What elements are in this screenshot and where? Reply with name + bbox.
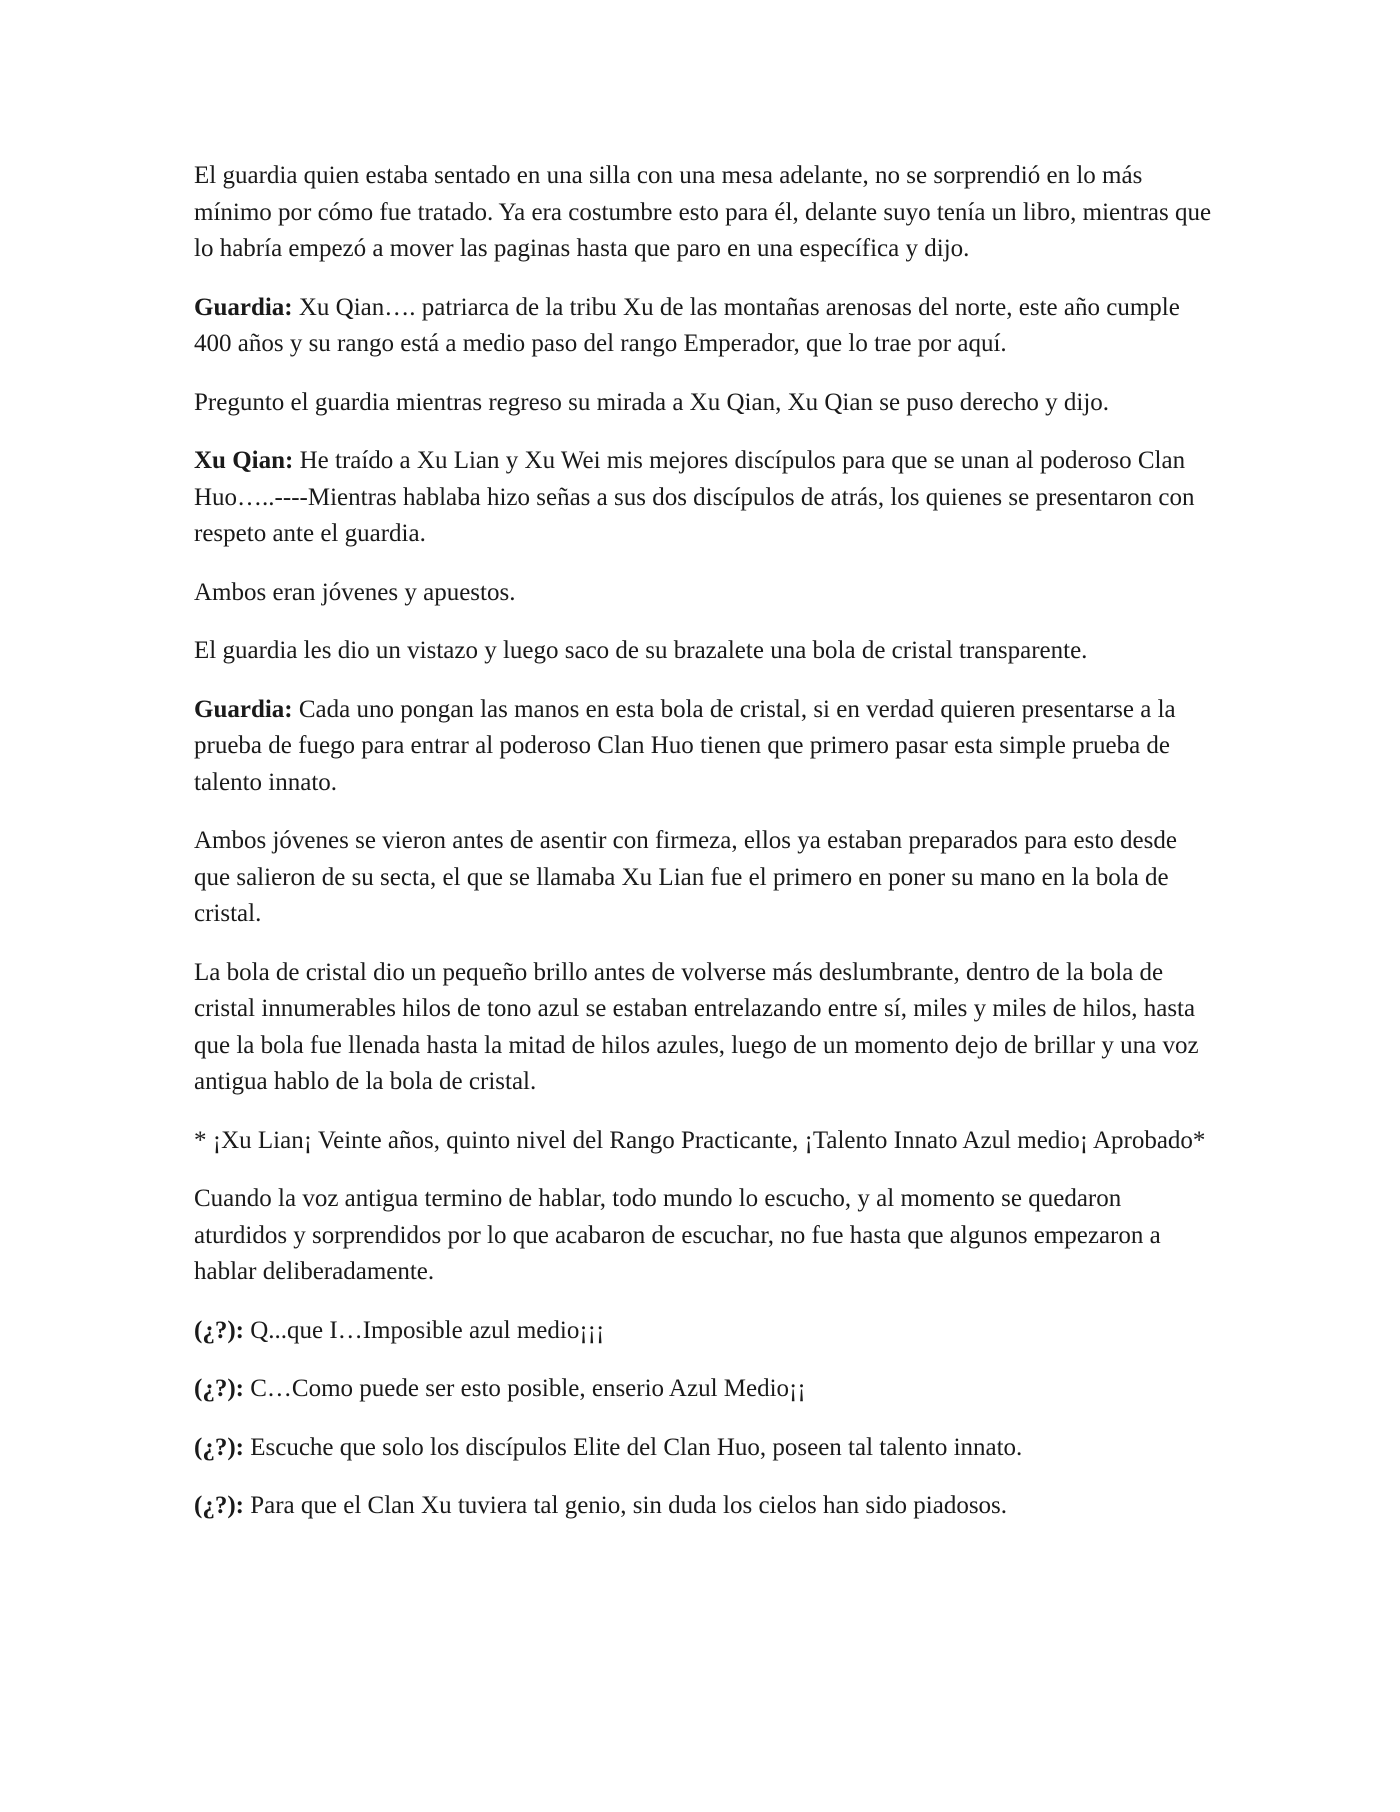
- speaker-label: Xu Qian:: [194, 447, 294, 474]
- speaker-label: (¿?):: [194, 1433, 244, 1461]
- paragraph: [194, 1371, 1214, 1408]
- paragraph-text: Xu Qian…. patriarca de la tribu Xu de las montañas arenosas del norte, este año cumple 400 años y su rango está a medio paso del rango Emperador, que lo trae por aquí.: [194, 293, 1180, 357]
- paragraph: [194, 385, 1214, 422]
- speaker-label: (¿?):: [194, 1316, 244, 1344]
- paragraph: [194, 290, 1214, 363]
- paragraph: [194, 1123, 1214, 1160]
- paragraph-text: C…Como puede ser esto posible, enserio Azul Medio¡¡: [243, 1375, 806, 1402]
- paragraph-text: Pregunto el guardia mientras regreso su mirada a Xu Qian, Xu Qian se puso derecho y dijo.: [194, 388, 1110, 416]
- paragraph: [194, 823, 1214, 933]
- paragraph: [194, 1181, 1214, 1291]
- paragraph: [194, 692, 1214, 802]
- speaker-label: (¿?):: [194, 1375, 244, 1402]
- paragraph: [194, 575, 1214, 612]
- paragraph-text: El guardia quien estaba sentado en una silla con una mesa adelante, no se sorprendió en lo más mínimo por cómo fue tratado. Ya era costumbre esto para él, delante suyo tenía un libro, mientras que lo habría empezó a mover las paginas hasta que paro en una específica y dijo.: [194, 162, 1212, 262]
- paragraph: [194, 1313, 1214, 1350]
- paragraph: [194, 158, 1214, 268]
- speaker-label: (¿?):: [194, 1492, 244, 1519]
- paragraph-text: Para que el Clan Xu tuviera tal genio, sin duda los cielos han sido piadosos.: [243, 1492, 1008, 1519]
- paragraph-text: Escuche que solo los discípulos Elite del Clan Huo, poseen tal talento innato.: [243, 1433, 1023, 1461]
- paragraph-text: La bola de cristal dio un pequeño brillo antes de volverse más deslumbrante, dentro de la bola de cristal innumerables hilos de tono azul se estaban entrelazando entre sí, miles y miles de hilos, hasta que la bola fue llenada hasta la mitad de hilos azules, luego de un momento dejo de brillar y una voz antigua hablo de la bola de cristal.: [194, 958, 1199, 1095]
- paragraph-text: El guardia les dio un vistazo y luego saco de su brazalete una bola de cristal transparente.: [194, 637, 1088, 664]
- paragraph: [194, 1488, 1214, 1525]
- speaker-label: Guardia:: [194, 695, 293, 723]
- document-body: [194, 158, 1214, 1547]
- speaker-label: Guardia:: [194, 293, 293, 321]
- paragraph-text: Q...que I…Imposible azul medio¡¡¡: [243, 1316, 605, 1344]
- paragraph-text: He traído a Xu Lian y Xu Wei mis mejores discípulos para que se unan al poderoso Clan Huo…..----Mientras hablaba hizo señas a sus dos discípulos de atrás, los quienes se presentaron con respeto ante el guardia.: [194, 447, 1195, 547]
- paragraph: [194, 443, 1214, 553]
- paragraph-text: Ambos eran jóvenes y apuestos.: [194, 578, 516, 606]
- paragraph: [194, 1430, 1214, 1467]
- paragraph-text: Cuando la voz antigua termino de hablar, todo mundo lo escucho, y al momento se quedaron aturdidos y sorprendidos por lo que acabaron de escuchar, no fue hasta que algunos empezaron a hablar deliberadamente.: [194, 1185, 1161, 1285]
- paragraph: [194, 633, 1214, 670]
- paragraph-text: Cada uno pongan las manos en esta bola de cristal, si en verdad quieren presentarse a la prueba de fuego para entrar al poderoso Clan Huo tienen que primero pasar esta simple prueba de talento innato.: [194, 695, 1176, 796]
- paragraph: [194, 955, 1214, 1101]
- paragraph-text: Ambos jóvenes se vieron antes de asentir con firmeza, ellos ya estaban preparados para esto desde que salieron de su secta, el que se llamaba Xu Lian fue el primero en poner su mano en la bola de cristal.: [194, 827, 1177, 927]
- paragraph-text: * ¡Xu Lian¡ Veinte años, quinto nivel del Rango Practicante, ¡Talento Innato Azul medio¡ Aprobado*: [194, 1126, 1206, 1154]
